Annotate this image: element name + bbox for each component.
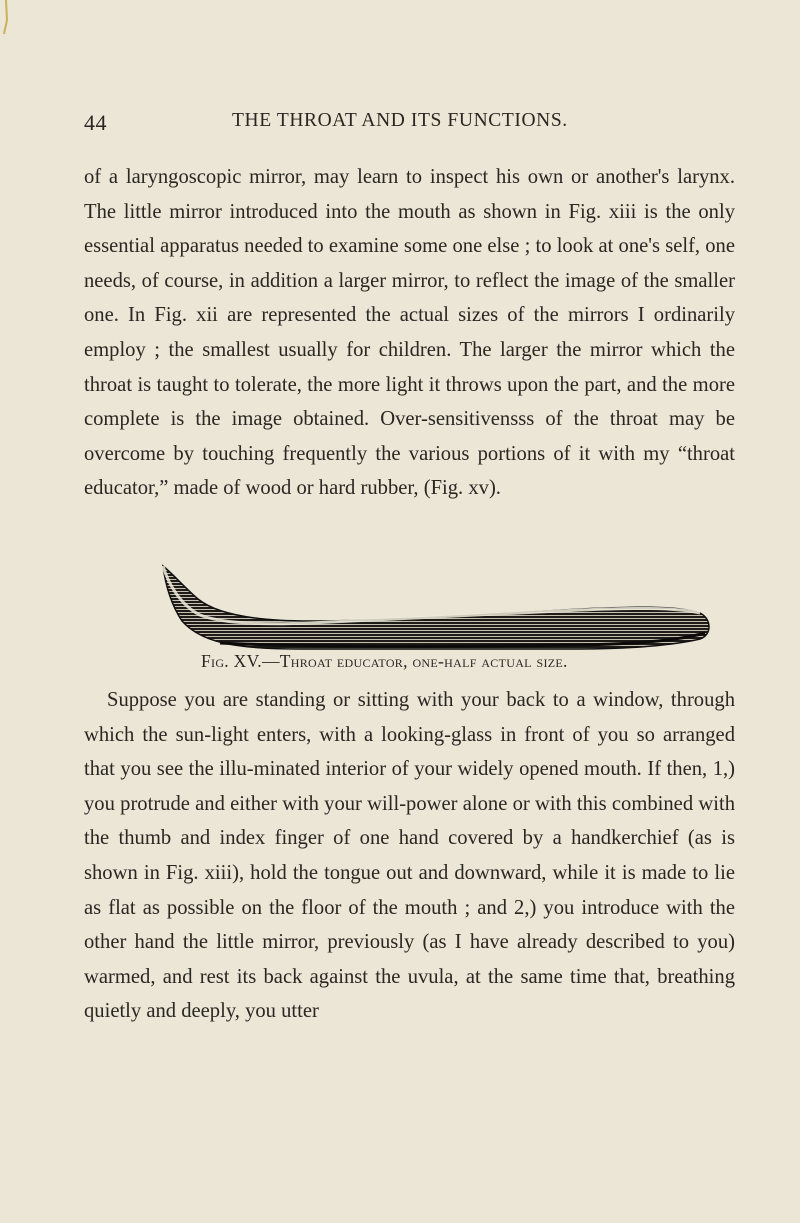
page-number: 44 [84,110,107,135]
figure-caption-text: Fig. XV.—Throat educator, one-half actual size. [201,651,568,671]
page-edge-mark [0,0,14,40]
paragraph-1: of a laryngoscopic mirror, may learn to inspect his own or another's larynx. The little mirror introduced into the mouth as shown in Fig. xiii is the only essential apparatus needed to examine some one else ; to look at one's self, one needs, of course, in addition a larger mirror, to reflect the image of the smaller one. In Fig. xii are represented the actual sizes of the mirrors I ordinarily employ ; the smallest usually for children. The larger the mirror which the throat is taught to tolerate, the more light it throws upon the part, and the more complete is the image obtained. Over-sensitivensss of the throat may be overcome by touching frequently the various portions of it with my “throat educator,” made of wood or hard rubber, (Fig. xv). [84,166,735,500]
running-head [84,110,734,140]
paragraph-2: Suppose you are standing or sitting with your back to a window, through which the sun-light enters, with a looking-glass in front of you so arranged that you see the illu-minated interior of your widely opened mouth. If then, 1,) you protrude and either with your will-power alone or with this combined with the thumb and index finger of one hand covered by a handkerchief (as is shown in Fig. xiii), hold the tongue out and downward, while it is made to lie as flat as possible on the floor of the mouth ; and 2,) you introduce with the other hand the little mirror, previously (as I have already described to you) warmed, and rest its back against the uvula, at the same time that, breathing quietly and deeply, you utter [84,689,735,1023]
figure-caption [201,651,671,672]
running-title: THE THROAT AND ITS FUNCTIONS. [232,110,568,131]
